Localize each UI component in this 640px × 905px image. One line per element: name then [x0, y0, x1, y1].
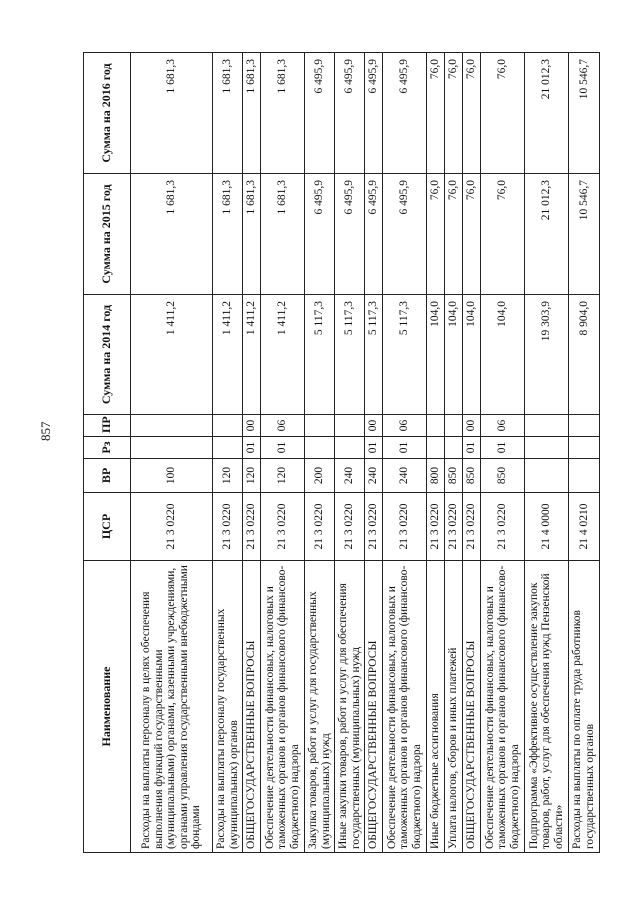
row-rz: 01	[261, 437, 305, 459]
row-vr: 100	[131, 459, 213, 493]
table-row	[213, 53, 243, 853]
row-name: ОБЩЕГОСУДАРСТВЕННЫЕ ВОПРОСЫ	[243, 561, 261, 853]
row-sum-2016: 21 012,3	[525, 53, 569, 174]
row-rz	[427, 437, 445, 459]
row-pr	[445, 415, 463, 437]
header-vr: ВР	[84, 459, 131, 493]
row-sum-2016: 6 495,9	[305, 53, 335, 174]
row-rz	[525, 437, 569, 459]
row-sum-2014: 104,0	[463, 295, 481, 415]
table-row	[569, 53, 600, 853]
row-sum-2014: 104,0	[427, 295, 445, 415]
row-sum-2016: 6 495,9	[365, 53, 383, 174]
table-row	[131, 53, 213, 853]
row-pr	[335, 415, 365, 437]
row-csr: 21 3 0220	[463, 493, 481, 561]
row-sum-2015: 6 495,9	[365, 174, 383, 295]
row-rz: 01	[463, 437, 481, 459]
row-sum-2014: 104,0	[445, 295, 463, 415]
row-sum-2016: 6 495,9	[335, 53, 365, 174]
row-sum-2016: 10 546,7	[569, 53, 600, 174]
table-row	[525, 53, 569, 853]
row-sum-2016: 76,0	[427, 53, 445, 174]
row-name: Обеспечение деятельности финансовых, налоговых и таможенных органов и органов финансового (финансово-бюджетного) надзора	[383, 561, 427, 853]
row-vr: 200	[305, 459, 335, 493]
row-sum-2015: 1 681,3	[213, 174, 243, 295]
row-csr: 21 3 0220	[335, 493, 365, 561]
row-rz	[131, 437, 213, 459]
row-vr: 850	[463, 459, 481, 493]
row-sum-2014: 1 411,2	[213, 295, 243, 415]
row-csr: 21 3 0220	[427, 493, 445, 561]
row-pr	[427, 415, 445, 437]
header-row	[84, 53, 131, 853]
row-vr	[525, 459, 569, 493]
table-row	[383, 53, 427, 853]
row-rz	[213, 437, 243, 459]
row-name: ОБЩЕГОСУДАРСТВЕННЫЕ ВОПРОСЫ	[365, 561, 383, 853]
row-name: Расходы на выплаты персоналу государственных (муниципальных) органов	[213, 561, 243, 853]
row-sum-2015: 1 681,3	[131, 174, 213, 295]
row-sum-2015: 76,0	[445, 174, 463, 295]
row-sum-2016: 1 681,3	[131, 53, 213, 174]
row-pr	[131, 415, 213, 437]
row-sum-2015: 76,0	[481, 174, 525, 295]
row-name: Уплата налогов, сборов и иных платежей	[445, 561, 463, 853]
row-sum-2014: 1 411,2	[131, 295, 213, 415]
row-csr: 21 3 0220	[261, 493, 305, 561]
row-name: Обеспечение деятельности финансовых, налоговых и таможенных органов и органов финансового (финансово-бюджетного) надзора	[261, 561, 305, 853]
row-vr: 240	[365, 459, 383, 493]
row-vr: 850	[445, 459, 463, 493]
table-row	[335, 53, 365, 853]
table-row	[365, 53, 383, 853]
row-sum-2014: 19 303,9	[525, 295, 569, 415]
row-sum-2015: 76,0	[463, 174, 481, 295]
row-sum-2015: 10 546,7	[569, 174, 600, 295]
row-rz	[445, 437, 463, 459]
row-rz: 01	[383, 437, 427, 459]
row-csr: 21 3 0220	[445, 493, 463, 561]
row-sum-2015: 1 681,3	[261, 174, 305, 295]
row-sum-2014: 5 117,3	[335, 295, 365, 415]
row-rz	[569, 437, 600, 459]
row-rz: 01	[243, 437, 261, 459]
row-sum-2016: 1 681,3	[243, 53, 261, 174]
row-name: Расходы на выплаты по оплате труда работников государственных органов	[569, 561, 600, 853]
table-row	[463, 53, 481, 853]
row-pr: 06	[481, 415, 525, 437]
row-pr: 06	[261, 415, 305, 437]
row-name: Иные бюджетные ассигнования	[427, 561, 445, 853]
row-vr: 850	[481, 459, 525, 493]
table-row	[305, 53, 335, 853]
row-vr: 240	[335, 459, 365, 493]
row-name: Расходы на выплаты персоналу в целях обеспечения выполнения функций государственными (муниципальными) органами, казенными учреждениями, органами управления государственными внебюджетными фондами	[131, 561, 213, 853]
header-pr: ПР	[84, 415, 131, 437]
header-sum-2015: Сумма на 2015 год	[84, 174, 131, 295]
row-sum-2014: 5 117,3	[305, 295, 335, 415]
row-sum-2015: 6 495,9	[335, 174, 365, 295]
row-pr	[525, 415, 569, 437]
page-number: 857	[38, 421, 53, 441]
row-sum-2016: 76,0	[445, 53, 463, 174]
budget-table	[83, 52, 600, 853]
row-sum-2016: 76,0	[463, 53, 481, 174]
row-csr: 21 3 0220	[305, 493, 335, 561]
row-pr: 06	[383, 415, 427, 437]
row-csr: 21 3 0220	[481, 493, 525, 561]
header-csr: ЦСР	[84, 493, 131, 561]
row-vr	[569, 459, 600, 493]
row-csr: 21 3 0220	[365, 493, 383, 561]
table-row	[481, 53, 525, 853]
row-sum-2016: 76,0	[481, 53, 525, 174]
row-sum-2016: 6 495,9	[383, 53, 427, 174]
table-row	[445, 53, 463, 853]
row-pr	[213, 415, 243, 437]
row-sum-2015: 6 495,9	[383, 174, 427, 295]
row-name: Подпрограмма «Эффективное осуществление закупок товаров, работ, услуг для обеспечения нужд Пензенской области»	[525, 561, 569, 853]
header-name: Наименование	[84, 561, 131, 853]
row-rz: 01	[365, 437, 383, 459]
header-sum-2016: Сумма на 2016 год	[84, 53, 131, 174]
row-sum-2016: 1 681,3	[213, 53, 243, 174]
row-csr: 21 3 0220	[131, 493, 213, 561]
row-csr: 21 3 0220	[383, 493, 427, 561]
row-sum-2014: 104,0	[481, 295, 525, 415]
row-sum-2014: 8 904,0	[569, 295, 600, 415]
header-rz: Рз	[84, 437, 131, 459]
row-name: Закупка товаров, работ и услуг для государственных (муниципальных) нужд	[305, 561, 335, 853]
row-vr: 120	[243, 459, 261, 493]
row-csr: 21 4 0000	[525, 493, 569, 561]
row-name: ОБЩЕГОСУДАРСТВЕННЫЕ ВОПРОСЫ	[463, 561, 481, 853]
row-csr: 21 4 0210	[569, 493, 600, 561]
row-sum-2014: 1 411,2	[243, 295, 261, 415]
row-vr: 120	[213, 459, 243, 493]
table-row	[427, 53, 445, 853]
rotated-table-container	[83, 53, 603, 853]
row-rz: 01	[481, 437, 525, 459]
row-csr: 21 3 0220	[213, 493, 243, 561]
header-sum-2014: Сумма на 2014 год	[84, 295, 131, 415]
row-sum-2016: 1 681,3	[261, 53, 305, 174]
row-sum-2015: 21 012,3	[525, 174, 569, 295]
row-sum-2015: 1 681,3	[243, 174, 261, 295]
row-rz	[305, 437, 335, 459]
table-body	[131, 53, 600, 853]
row-pr: 00	[463, 415, 481, 437]
table-row	[243, 53, 261, 853]
row-vr: 800	[427, 459, 445, 493]
row-sum-2014: 5 117,3	[365, 295, 383, 415]
row-name: Иные закупки товаров, работ и услуг для обеспечения государственных (муниципальных) нужд	[335, 561, 365, 853]
row-sum-2014: 1 411,2	[261, 295, 305, 415]
row-vr: 120	[261, 459, 305, 493]
row-sum-2015: 6 495,9	[305, 174, 335, 295]
table-row	[261, 53, 305, 853]
row-sum-2014: 5 117,3	[383, 295, 427, 415]
row-rz	[335, 437, 365, 459]
row-name: Обеспечение деятельности финансовых, налоговых и таможенных органов и органов финансового (финансово-бюджетного) надзора	[481, 561, 525, 853]
row-sum-2015: 76,0	[427, 174, 445, 295]
row-pr	[569, 415, 600, 437]
row-pr: 00	[365, 415, 383, 437]
row-pr: 00	[243, 415, 261, 437]
row-csr: 21 3 0220	[243, 493, 261, 561]
row-vr: 240	[383, 459, 427, 493]
row-pr	[305, 415, 335, 437]
